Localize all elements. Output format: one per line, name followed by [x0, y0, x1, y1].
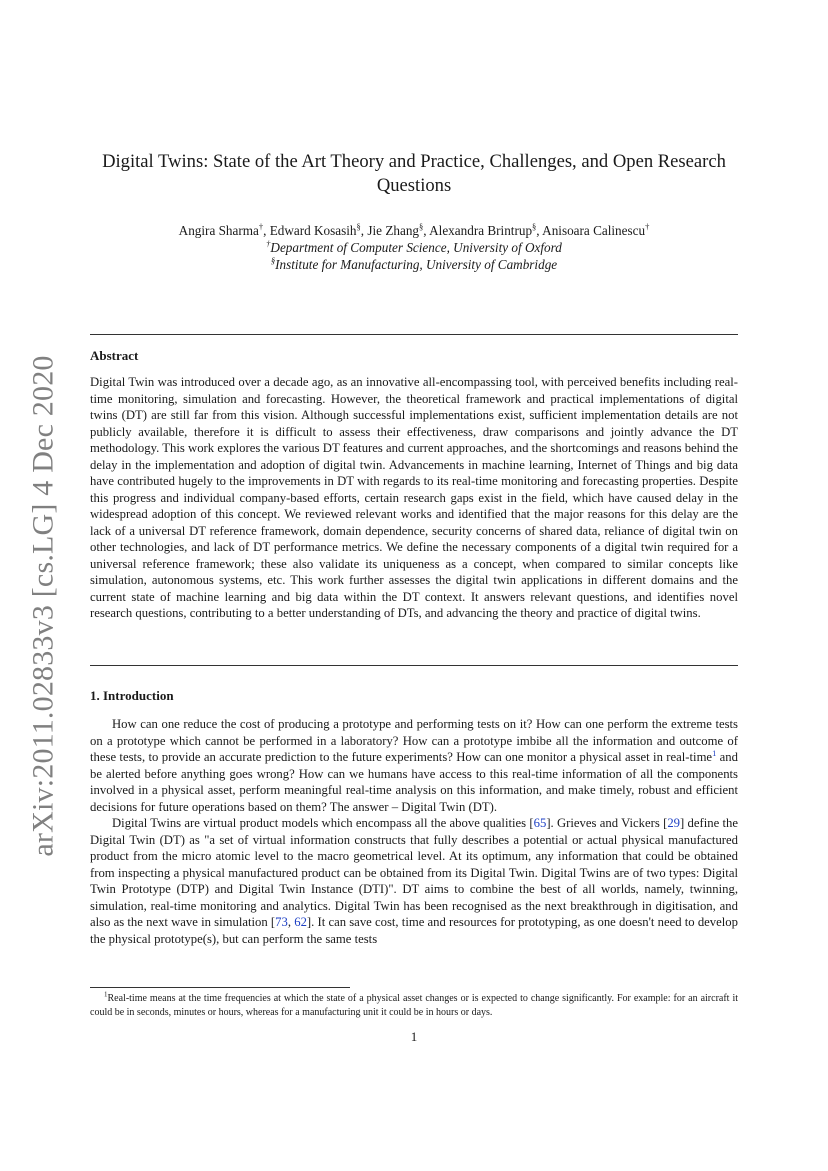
- footnote: [90, 992, 738, 1019]
- section-heading-introduction: 1. Introduction: [90, 688, 174, 703]
- abstract-top-rule: [90, 334, 738, 335]
- author-mark: †: [645, 221, 650, 232]
- arxiv-identifier: arXiv:2011.02833v3 [cs.LG] 4 Dec 2020: [27, 354, 60, 857]
- author-mark: §: [356, 221, 361, 232]
- citation-link[interactable]: 73: [275, 915, 288, 929]
- citation-link[interactable]: 62: [294, 915, 307, 929]
- author-name: Edward Kosasih: [269, 223, 357, 238]
- footnote-mark: 1: [104, 990, 108, 999]
- footnote-link[interactable]: 1: [712, 747, 717, 758]
- author-name: Anisoara Calinescu: [542, 223, 646, 238]
- introduction-body: [90, 716, 738, 947]
- footnote-text: Real-time means at the time frequencies at which the state of a physical asset changes or is expected to change significantly. For example: for an aircraft it could be in seconds, minutes or hours, whereas for a manufacturing unit it could be in hours or days.: [90, 993, 738, 1018]
- author-mark: †: [258, 221, 264, 232]
- author-list: Angira Sharma†, Edward Kosasih§, Jie Zhang§, Alexandra Brintrup§, Anisoara Calinescu†: [178, 221, 650, 238]
- abstract-heading: Abstract: [90, 348, 139, 363]
- author-name: Angira Sharma: [178, 223, 259, 238]
- abstract-bottom-rule: [90, 665, 738, 666]
- paper-title: Digital Twins: State of the Art Theory and Practice, Challenges, and Open Research Questions: [102, 151, 726, 196]
- author-block: [90, 222, 738, 273]
- intro-paragraph: How can one reduce the cost of producing a prototype and performing tests on it? How can one perform the extreme tests on a prototype which cannot be performed in a laboratory? How can a prototype imbibe all the information and outcome of these tests, to provide an accurate prediction to the future experiments? How can one monitor a physical asset in real-time$^1$ and be alerted before anything goes wrong? How can we humans have access to this real-time information of all the components involved in a physical asset, perform meaningful real-time analysis on this information, and make timely, robust and efficient decisions for future operations based on them? The answer – Digital Twin (DT).: [90, 717, 738, 814]
- citation-link[interactable]: 65: [533, 816, 547, 830]
- author-mark: §: [532, 221, 537, 232]
- page-number: 1: [410, 1029, 418, 1044]
- abstract-text: Digital Twin was introduced over a decade ago, as an innovative all-encompassing tool, with perceived benefits including real-time monitoring, simulation and forecasting. However, the theoretical framework and practical implementations of digital twins (DT) are still far from this vision. Although successful implementations exist, sufficient implementation details are not publicly available, therefore it is difficult to assess their effectiveness, draw comparisons and jointly advance the DT methodology. This work explores the various DT features and current approaches, and the shortcomings and reasons behind the delay in the implementation and adoption of digital twin. Advancements in machine learning, Internet of Things and big data have contributed hugely to the improvements in DT with regards to its real-time monitoring and forecasting properties. Despite this progress and individual company-based efforts, certain research gaps exist in the field, which have caused delay in the widespread adoption of this concept. We reviewed relevant works and identified that the major reasons for this delay are the lack of a universal DT reference framework, domain dependence, security concerns of shared data, reliance of digital twin on other technologies, and lack of DT performance metrics. We define the necessary components of a digital twin required for a universal reference framework; these also validate its uniqueness as a concept, when compared to similar concepts like simulation, autonomous systems, etc. This work further assesses the digital twin applications in different domains and the current state of machine learning and big data within the DT context. It answers relevant questions, and identifies novel research questions, contributing to a better understanding of DTs, and advancing the theory and practice of digital twins.: [90, 375, 738, 620]
- author-mark: §: [419, 221, 424, 232]
- author-name: Jie Zhang: [367, 223, 420, 238]
- affiliation-cambridge: §Institute for Manufacturing, University of Cambridge: [270, 255, 558, 272]
- footnote-rule: [90, 987, 350, 988]
- citation-link[interactable]: 29: [667, 816, 680, 830]
- affiliation-oxford: †Department of Computer Science, University of Oxford: [266, 238, 562, 255]
- author-name: Alexandra Brintrup: [429, 223, 533, 238]
- arxiv-side-stamp: [22, 354, 66, 857]
- intro-paragraph: Digital Twins are virtual product models which encompass all the above qualities [65]. Grieves and Vickers [29] define the Digital Twin (DT) as "a set of virtual information constructs that fully describes a potential or actual physical manufactured product from the micro atomic level to the macro geometrical level. At its optimum, any information that could be obtained from inspecting a physical manufactured product can be obtained from its Digital Twin. Digital Twins are of two types: Digital Twin Prototype (DTP) and Digital Twin Instance (DTI)". DT aims to combine the best of all worlds, namely, twinning, simulation, real-time monitoring and analytics. Digital Twin has been recognised as the next breakthrough in digitisation, and also as the next wave in simulation [73, 62]. It can save cost, time and resources for prototyping, as one doesn't need to develop the physical prototype(s), but can perform the same tests: [90, 816, 738, 946]
